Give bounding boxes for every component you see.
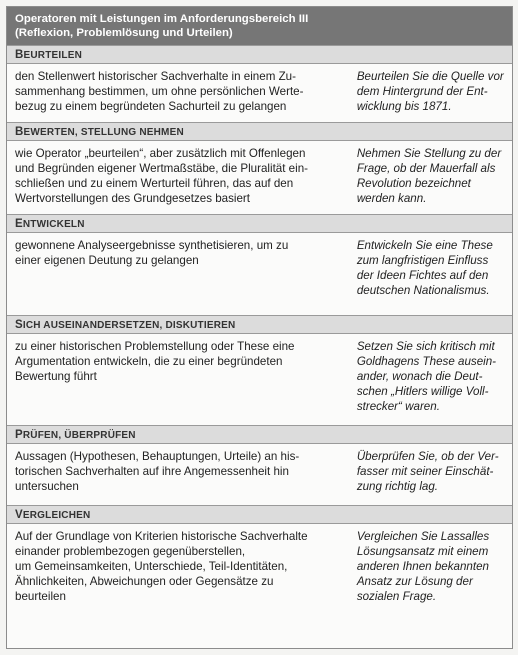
example-line: sozialen Frage. bbox=[356, 590, 437, 603]
example-line: Nehmen Sie Stellung zu der bbox=[356, 147, 502, 160]
example-line: Setzen Sie sich kritisch mit bbox=[356, 340, 495, 353]
heading-rest: EURTEILEN bbox=[23, 50, 82, 61]
heading-rest: NTWICKELN bbox=[22, 219, 85, 230]
section-heading-auseinandersetzen bbox=[7, 315, 512, 334]
description-line: Argumentation entwickeln, die zu einer begründeten bbox=[15, 355, 283, 368]
example-line: strecker“ waren. bbox=[356, 400, 440, 413]
example-line: Beurteilen Sie die Quelle vor bbox=[356, 70, 504, 83]
header-title-line1: Operatoren mit Leistungen im Anforderungsbereich III bbox=[15, 13, 309, 25]
description-line: um Gemeinsamkeiten, Unterschiede, Teil-Identitäten, bbox=[15, 560, 288, 573]
example-line: Ansatz zur Lösung der bbox=[356, 575, 473, 588]
example bbox=[357, 146, 504, 214]
example-line: schen „Hitlers willige Voll- bbox=[356, 385, 489, 398]
description bbox=[15, 146, 339, 214]
example bbox=[357, 529, 504, 648]
description-line: gewonnene Analyseergebnisse synthetisieren, um zu bbox=[15, 239, 289, 252]
example-line: Goldhagens These ausein- bbox=[356, 355, 497, 368]
example-line: Überprüfen Sie, ob der Ver- bbox=[356, 450, 499, 463]
description-line: torischen Sachverhalten auf ihre Angemessenheit hin bbox=[15, 465, 289, 478]
description-line: einander problembezogen gegenüberstellen, bbox=[15, 545, 246, 558]
description-line: schließen und zu einem Werturteil führen, das auf den bbox=[15, 177, 294, 190]
section-heading-bewerten bbox=[7, 122, 512, 141]
example-line: dem Hintergrund der Ent- bbox=[356, 85, 488, 98]
description-line: Bewertung führt bbox=[15, 370, 97, 383]
description-line: Ähnlichkeiten, Abweichungen oder Gegensätze zu bbox=[15, 575, 274, 588]
header-title-line2: (Reflexion, Problemlösung und Urteilen) bbox=[15, 27, 233, 39]
example bbox=[357, 238, 504, 315]
description bbox=[15, 449, 339, 505]
example-line: Vergleichen Sie Lassalles bbox=[356, 530, 490, 543]
section-heading-beurteilen bbox=[7, 45, 512, 64]
description-line: untersuchen bbox=[15, 480, 79, 493]
example bbox=[357, 339, 504, 425]
heading-initial: P bbox=[15, 429, 23, 441]
example-line: wicklung bis 1871. bbox=[356, 100, 452, 113]
operator-table bbox=[6, 6, 513, 649]
heading-rest: EWERTEN, STELLUNG NEHMEN bbox=[23, 127, 184, 138]
example-line: Entwickeln Sie eine These bbox=[356, 239, 493, 252]
description bbox=[15, 238, 339, 315]
section-body-entwickeln bbox=[7, 233, 512, 315]
example-line: ander, wonach die Deut- bbox=[356, 370, 483, 383]
heading-initial: V bbox=[15, 509, 23, 521]
description-line: bezug zu einem begründeten Sachurteil zu gelangen bbox=[15, 100, 287, 113]
heading-rest: ERGLEICHEN bbox=[22, 510, 91, 521]
description-line: beurteilen bbox=[15, 590, 66, 603]
description-line: wie Operator „beurteilen“, aber zusätzlich mit Offenlegen bbox=[15, 147, 306, 160]
description bbox=[15, 339, 339, 425]
description-line: den Stellenwert historischer Sachverhalte in einem Zu- bbox=[15, 70, 296, 83]
section-heading-vergleichen bbox=[7, 505, 512, 524]
heading-initial: S bbox=[15, 319, 23, 331]
description-line: zu einer historischen Problemstellung oder These eine bbox=[15, 340, 295, 353]
section-body-pruefen bbox=[7, 444, 512, 505]
description-line: Auf der Grundlage von Kriterien historische Sachverhalte bbox=[15, 530, 308, 543]
section-body-vergleichen bbox=[7, 524, 512, 648]
description-line: und Begründen eigener Wertmaßstäbe, die Pluralität ein- bbox=[15, 162, 309, 175]
example-line: Revolution bezeichnet bbox=[356, 177, 471, 190]
heading-rest: RÜFEN, ÜBERPRÜFEN bbox=[22, 430, 136, 441]
example-line: deutschen Nationalismus. bbox=[356, 284, 490, 297]
heading-initial: B bbox=[15, 126, 24, 138]
example-line: Frage, ob der Mauerfall als bbox=[356, 162, 496, 175]
heading-initial: B bbox=[15, 49, 24, 61]
example-line: Lösungsansatz mit einem bbox=[356, 545, 489, 558]
description-line: Aussagen (Hypothesen, Behauptungen, Urteile) an his- bbox=[15, 450, 300, 463]
example-line: fasser mit seiner Einschät- bbox=[356, 465, 494, 478]
example-line: zum langfristigen Einfluss bbox=[356, 254, 489, 267]
description bbox=[15, 69, 339, 122]
description bbox=[15, 529, 339, 648]
description-line: sammenhang bestimmen, um ohne persönlichen Werte- bbox=[15, 85, 304, 98]
example-line: anderen Ihnen bekannten bbox=[356, 560, 489, 573]
example-line: werden kann. bbox=[356, 192, 427, 205]
example bbox=[357, 449, 504, 505]
section-body-bewerten bbox=[7, 141, 512, 214]
section-heading-pruefen bbox=[7, 425, 512, 444]
example bbox=[357, 69, 504, 122]
heading-rest: ICH AUSEINANDERSETZEN, DISKUTIEREN bbox=[22, 320, 236, 331]
section-body-auseinandersetzen bbox=[7, 334, 512, 425]
table-header bbox=[7, 7, 512, 45]
example-line: zung richtig lag. bbox=[356, 480, 439, 493]
section-heading-entwickeln bbox=[7, 214, 512, 233]
description-line: einer eigenen Deutung zu gelangen bbox=[15, 254, 199, 267]
example-line: der Ideen Fichtes auf den bbox=[356, 269, 489, 282]
heading-initial: E bbox=[15, 218, 23, 230]
section-body-beurteilen bbox=[7, 64, 512, 122]
description-line: Wertvorstellungen des Grundgesetzes basiert bbox=[15, 192, 251, 205]
